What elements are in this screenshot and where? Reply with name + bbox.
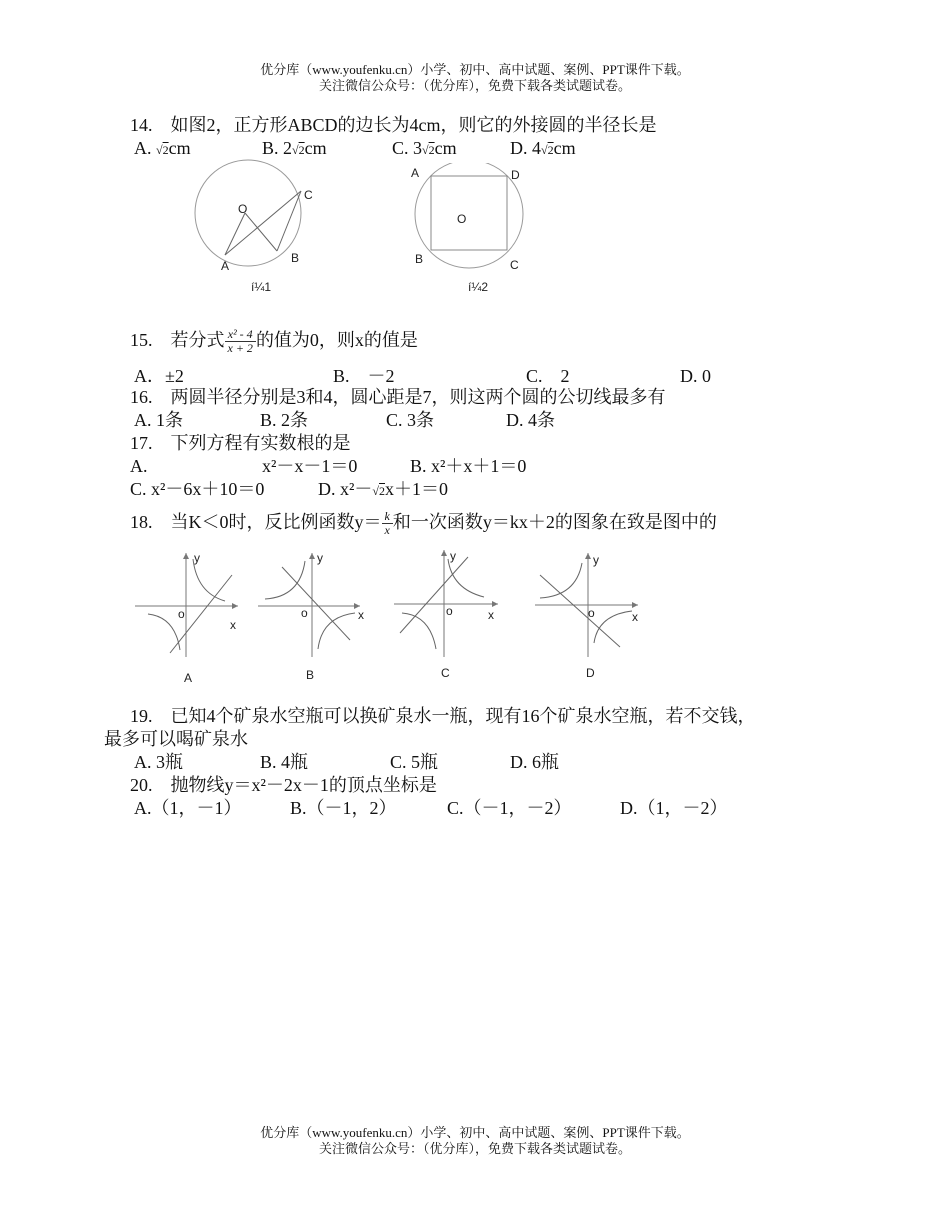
- fig2-label-o: O: [457, 212, 467, 226]
- q20-option-a: A.（1，－1）: [134, 798, 242, 818]
- q16-stem: 16. 两圆半径分别是3和4，圆心距是7，则这两个圆的公切线最多有: [130, 387, 666, 407]
- q20-option-b: B.（－1，2）: [290, 798, 397, 818]
- q16-option-d: D. 4条: [506, 410, 555, 430]
- svg-text:x: x: [488, 608, 494, 622]
- q15-option-d: D. 0: [680, 366, 711, 386]
- graph-d-label: D: [586, 666, 595, 680]
- q18-stem: 18. 当K＜0时，反比例函数y＝ $\frac{k}{x}$ 和一次函数y＝kx＋2的图象在致是图中的: [130, 509, 717, 538]
- q14-option-d: D. 4√2cm: [510, 138, 576, 158]
- fig2-label-c: C: [510, 258, 519, 272]
- q15-option-a: A．±2: [134, 366, 184, 386]
- q14-option-b: B. 2√2cm: [262, 138, 327, 158]
- q19-option-d: D. 6瓶: [510, 752, 559, 772]
- q16-option-c: C. 3条: [386, 410, 435, 430]
- svg-text:o: o: [301, 606, 308, 620]
- svg-text:x: x: [632, 610, 638, 624]
- svg-text:y: y: [317, 551, 323, 565]
- q16-option-b: B. 2条: [260, 410, 309, 430]
- q16-option-a: A. 1条: [134, 410, 183, 430]
- q14-stem: 14. 如图2，正方形ABCD的边长为4cm，则它的外接圆的半径长是: [130, 115, 657, 135]
- sqrt-sign: √2: [156, 143, 169, 157]
- svg-text:o: o: [588, 606, 595, 620]
- q20-option-c: C.（－1，－2）: [447, 798, 572, 818]
- q17-option-a: x²－x－1＝0: [262, 456, 358, 476]
- graph-c: [394, 549, 498, 680]
- svg-text:x: x: [230, 618, 236, 632]
- q20-option-d: D.（1，－2）: [620, 798, 728, 818]
- graph-a-label: A: [184, 671, 193, 685]
- fig1-label-c: C: [304, 188, 313, 202]
- q14-option-a: A. √2cm: [134, 138, 191, 158]
- q19-option-a: A. 3瓶: [134, 752, 183, 772]
- q17-option-c: C. x²－6x＋10＝0: [130, 479, 265, 499]
- fig1-label-b: B: [291, 251, 300, 265]
- q19-stem-line-2: 最多可以喝矿泉水: [104, 729, 248, 749]
- header-line-1: 优分库（www.youfenku.cn）小学、初中、高中试题、案例、PPT课件下载。: [260, 62, 690, 77]
- q17-option-a-label: A.: [130, 456, 148, 476]
- q15-option-c: C. 2: [526, 366, 570, 386]
- fig2-label-d: D: [511, 168, 520, 182]
- svg-text:o: o: [446, 604, 453, 618]
- q17-stem: 17. 下列方程有实数根的是: [130, 433, 351, 453]
- q15-stem: 15. 若分式 $\frac{\text{x² - 4}}{x + 2}$ 的值为0，则x的值是: [130, 327, 418, 356]
- graph-b-label: B: [306, 668, 315, 682]
- fig2-label-b: B: [415, 252, 424, 266]
- fig2-label-a: A: [411, 166, 420, 180]
- graph-d: [535, 553, 638, 680]
- q19-option-c: C. 5瓶: [390, 752, 439, 772]
- q20-stem: 20. 抛物线y＝x²－2x－1的顶点坐标是: [130, 775, 437, 795]
- footer-line-1: 优分库（www.youfenku.cn）小学、初中、高中试题、案例、PPT课件下载。: [260, 1125, 690, 1140]
- fig1-caption: í¼1: [251, 280, 272, 294]
- graph-c-label: C: [441, 666, 450, 680]
- svg-text:y: y: [450, 549, 456, 563]
- q18-graphs: [130, 545, 650, 685]
- q15-option-b: B. －2: [333, 366, 395, 386]
- q19-stem-line-1: 19. 已知4个矿泉水空瓶可以换矿泉水一瓶，现有16个矿泉水空瓶，若不交钱，: [130, 706, 756, 726]
- footer-line-2: 关注微信公众号：（优分库），免费下载各类试题试卷。: [318, 1141, 631, 1156]
- svg-text:y: y: [194, 551, 200, 565]
- graph-b: [258, 551, 364, 682]
- q14-figure-2: [405, 163, 535, 298]
- fig2-caption: í¼2: [468, 280, 489, 294]
- q17-option-b: B. x²＋x＋1＝0: [410, 456, 527, 476]
- fig1-label-o: O: [238, 202, 248, 216]
- q15-fraction: $\frac{\text{x² - 4}}{x + 2}$: [225, 328, 256, 355]
- fig1-label-a: A: [221, 259, 230, 273]
- header-line-2: 关注微信公众号：（优分库），免费下载各类试题试卷。: [318, 78, 631, 93]
- svg-text:y: y: [593, 553, 599, 567]
- graph-a: [135, 551, 238, 685]
- q19-option-b: B. 4瓶: [260, 752, 309, 772]
- svg-text:x: x: [358, 608, 364, 622]
- q18-fraction: $\frac{k}{x}$: [382, 510, 393, 537]
- q14-option-c: C. 3√2cm: [392, 138, 457, 158]
- q17-option-d: D. x²－√2x＋1＝0: [318, 479, 448, 499]
- q14-figure-1: [185, 155, 315, 300]
- svg-text:o: o: [178, 607, 185, 621]
